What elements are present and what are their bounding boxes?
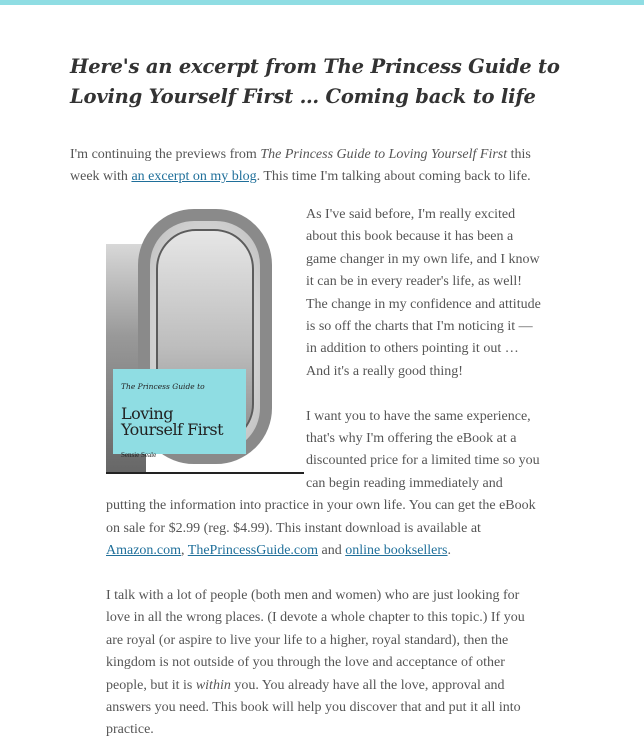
intro-text-1: I'm continuing the previews from — [70, 147, 261, 162]
post-body — [106, 204, 541, 742]
p3-emphasis: within — [195, 677, 231, 693]
cover-main-title — [121, 406, 238, 438]
title-line-1: Here's an excerpt from The Princess Guide to — [70, 55, 560, 78]
p2-text: I want you to have the same experience, that's why I'm offering the eBook at a discounted price for a limited time so you can begin reading immediately and putting the information into practice in your own life. You can get the eBook on sale for $2.99 (reg. $4.99). This instant download is available at — [106, 408, 540, 536]
title-line-2: Loving Yourself First … Coming back to life — [70, 85, 536, 108]
top-accent-bar — [0, 0, 644, 5]
post-title — [70, 52, 560, 112]
cover-title-card — [113, 369, 246, 460]
online-booksellers-link[interactable]: online booksellers — [345, 543, 448, 559]
blog-excerpt-link[interactable]: an excerpt on my blog — [131, 169, 257, 184]
paragraph-1: As I've said before, I'm really excited about this book because it has been a game changer in my own life, and I know it can be in every reader's life, as well! The change in my confidence and attitude is so off the charts that I'm noticing it — in addition to others pointing it out … And it's a really good thing! — [306, 207, 541, 379]
cover-author: Sensie Seale — [121, 451, 157, 460]
princessguide-link[interactable]: ThePrincessGuide.com — [187, 543, 319, 559]
p3-text-b: you. You already have all the love, approval and answers you need. This book will help you discover that and put it all into practice. — [106, 677, 521, 738]
intro-text-2: this week with — [70, 147, 531, 184]
p3-text-a: I talk with a lot of people (both men and women) who are just looking for love in all the wrong places. (I devote a whole chapter to this topic.) If you are royal (or aspire to live your life to a higher, royal standard), then the kingdom is not outside of you through the love and acceptance of other people, but it is — [106, 587, 525, 693]
book-cover-image[interactable] — [106, 204, 304, 474]
cover-title-line-2: Yourself First — [121, 420, 224, 440]
p2-and: and — [318, 543, 346, 559]
amazon-link[interactable]: Amazon.com — [106, 543, 182, 559]
intro-text-3: . This time I'm talking about coming back to life. — [256, 169, 531, 184]
p2-sep: , — [181, 543, 188, 559]
cover-title-line-1: Loving — [121, 404, 173, 424]
post-content — [70, 52, 560, 742]
intro-paragraph — [70, 144, 560, 188]
cover-small-title: The Princess Guide to — [121, 382, 205, 391]
cover-bottom-line — [106, 472, 304, 474]
intro-book-title: The Princess Guide to Loving Yourself First — [260, 147, 508, 162]
paragraph-3 — [106, 585, 541, 742]
p2-end: . — [447, 543, 452, 559]
